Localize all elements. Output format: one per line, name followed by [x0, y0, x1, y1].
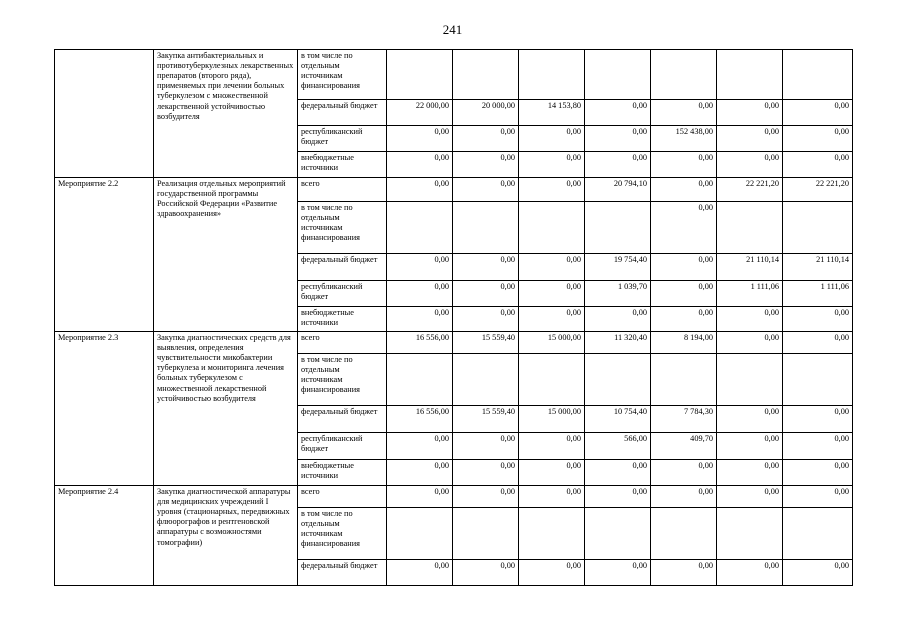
amount-cell: 0,00 — [387, 178, 453, 202]
amount-cell: 0,00 — [585, 486, 651, 508]
amount-cell — [783, 50, 853, 100]
budget-table — [54, 49, 853, 586]
amount-cell: 0,00 — [453, 307, 519, 332]
amount-cell: 0,00 — [519, 152, 585, 178]
event-description-cell: Реализация отдельных мероприятий государственной программы Российской Федерации «Развитие здравоохранения» — [154, 178, 298, 332]
amount-cell: 0,00 — [519, 126, 585, 152]
amount-cell — [651, 508, 717, 560]
amount-cell: 1 111,06 — [783, 281, 853, 307]
funding-source-cell: в том числе по отдельным источникам финансирования — [298, 202, 387, 254]
amount-cell: 0,00 — [651, 100, 717, 126]
amount-cell: 0,00 — [453, 152, 519, 178]
amount-cell: 1 039,70 — [585, 281, 651, 307]
amount-cell — [519, 202, 585, 254]
funding-source-cell: внебюджетные источники — [298, 152, 387, 178]
amount-cell: 0,00 — [585, 560, 651, 586]
amount-cell: 0,00 — [651, 152, 717, 178]
amount-cell: 16 556,00 — [387, 332, 453, 354]
amount-cell: 0,00 — [453, 460, 519, 486]
amount-cell: 8 194,00 — [651, 332, 717, 354]
amount-cell: 0,00 — [717, 307, 783, 332]
funding-source-cell: республиканский бюджет — [298, 433, 387, 460]
event-name-cell: Мероприятие 2.2 — [55, 178, 154, 332]
amount-cell: 22 000,00 — [387, 100, 453, 126]
amount-cell: 0,00 — [717, 560, 783, 586]
amount-cell — [651, 354, 717, 406]
amount-cell: 10 754,40 — [585, 406, 651, 433]
amount-cell: 0,00 — [519, 281, 585, 307]
amount-cell — [519, 50, 585, 100]
amount-cell: 19 754,40 — [585, 254, 651, 281]
amount-cell: 0,00 — [783, 152, 853, 178]
table-row — [55, 332, 853, 354]
amount-cell: 0,00 — [717, 433, 783, 460]
amount-cell: 0,00 — [651, 178, 717, 202]
amount-cell: 0,00 — [651, 281, 717, 307]
amount-cell — [783, 202, 853, 254]
amount-cell: 0,00 — [783, 486, 853, 508]
event-description-cell: Закупка диагностической аппаратуры для медицинских учреждений I уровня (стационарных, передвижных флюорографов и рентгеновской аппаратуры с возможностями томографии) — [154, 486, 298, 586]
amount-cell: 152 438,00 — [651, 126, 717, 152]
amount-cell: 0,00 — [519, 254, 585, 281]
amount-cell: 0,00 — [717, 126, 783, 152]
amount-cell: 0,00 — [519, 307, 585, 332]
amount-cell: 0,00 — [585, 126, 651, 152]
amount-cell: 0,00 — [585, 460, 651, 486]
amount-cell: 0,00 — [585, 307, 651, 332]
funding-source-cell: федеральный бюджет — [298, 560, 387, 586]
amount-cell: 0,00 — [387, 152, 453, 178]
amount-cell: 0,00 — [717, 486, 783, 508]
amount-cell: 0,00 — [783, 100, 853, 126]
amount-cell: 21 110,14 — [717, 254, 783, 281]
amount-cell: 0,00 — [717, 406, 783, 433]
amount-cell: 0,00 — [783, 406, 853, 433]
amount-cell: 566,00 — [585, 433, 651, 460]
amount-cell: 16 556,00 — [387, 406, 453, 433]
amount-cell — [585, 508, 651, 560]
amount-cell — [453, 202, 519, 254]
table-body — [55, 50, 853, 586]
amount-cell: 0,00 — [651, 202, 717, 254]
amount-cell: 0,00 — [651, 560, 717, 586]
amount-cell — [453, 354, 519, 406]
amount-cell: 0,00 — [387, 560, 453, 586]
amount-cell — [717, 354, 783, 406]
amount-cell: 409,70 — [651, 433, 717, 460]
amount-cell: 0,00 — [519, 460, 585, 486]
funding-source-cell: всего — [298, 178, 387, 202]
funding-source-cell: внебюджетные источники — [298, 460, 387, 486]
amount-cell — [717, 50, 783, 100]
amount-cell: 0,00 — [453, 178, 519, 202]
amount-cell — [519, 508, 585, 560]
amount-cell: 15 000,00 — [519, 332, 585, 354]
amount-cell: 0,00 — [783, 126, 853, 152]
amount-cell: 0,00 — [717, 460, 783, 486]
amount-cell: 22 221,20 — [717, 178, 783, 202]
amount-cell: 0,00 — [387, 486, 453, 508]
event-name-cell: Мероприятие 2.4 — [55, 486, 154, 586]
event-description-cell: Закупка диагностических средств для выявления, определения чувствительности микобактерии туберкулеза и мониторинга лечения больных туберкулезом с множественной лекарственной устойчивостью возбудителя — [154, 332, 298, 486]
funding-source-cell: всего — [298, 332, 387, 354]
amount-cell: 0,00 — [519, 486, 585, 508]
funding-source-cell: в том числе по отдельным источникам финансирования — [298, 508, 387, 560]
amount-cell: 0,00 — [387, 460, 453, 486]
amount-cell: 22 221,20 — [783, 178, 853, 202]
amount-cell: 0,00 — [387, 433, 453, 460]
table-row — [55, 50, 853, 100]
amount-cell: 14 153,80 — [519, 100, 585, 126]
amount-cell: 15 559,40 — [453, 332, 519, 354]
amount-cell: 0,00 — [453, 433, 519, 460]
amount-cell — [519, 354, 585, 406]
amount-cell: 21 110,14 — [783, 254, 853, 281]
amount-cell — [453, 50, 519, 100]
funding-source-cell: в том числе по отдельным источникам финансирования — [298, 50, 387, 100]
funding-source-cell: федеральный бюджет — [298, 406, 387, 433]
amount-cell — [651, 50, 717, 100]
event-name-cell: Мероприятие 2.3 — [55, 332, 154, 486]
amount-cell — [387, 508, 453, 560]
amount-cell: 0,00 — [717, 152, 783, 178]
amount-cell: 0,00 — [783, 332, 853, 354]
amount-cell: 0,00 — [519, 178, 585, 202]
amount-cell — [585, 50, 651, 100]
amount-cell — [585, 202, 651, 254]
amount-cell: 20 000,00 — [453, 100, 519, 126]
event-description-cell: Закупка антибактериальных и противотуберкулезных лекарственных препаратов (второго ряда), применяемых при лечении больных туберкулезом с множественной лекарственной устойчивостью возбудителя — [154, 50, 298, 178]
amount-cell — [387, 202, 453, 254]
amount-cell: 0,00 — [717, 332, 783, 354]
event-name-cell — [55, 50, 154, 178]
funding-source-cell: республиканский бюджет — [298, 281, 387, 307]
amount-cell — [783, 508, 853, 560]
amount-cell: 1 111,06 — [717, 281, 783, 307]
funding-source-cell: федеральный бюджет — [298, 254, 387, 281]
amount-cell: 0,00 — [651, 460, 717, 486]
amount-cell — [387, 354, 453, 406]
amount-cell: 0,00 — [519, 433, 585, 460]
amount-cell: 7 784,30 — [651, 406, 717, 433]
amount-cell — [387, 50, 453, 100]
amount-cell — [453, 508, 519, 560]
amount-cell: 15 000,00 — [519, 406, 585, 433]
amount-cell: 0,00 — [651, 307, 717, 332]
amount-cell: 0,00 — [387, 254, 453, 281]
amount-cell: 0,00 — [717, 100, 783, 126]
amount-cell: 20 794,10 — [585, 178, 651, 202]
amount-cell: 0,00 — [585, 152, 651, 178]
amount-cell: 0,00 — [519, 560, 585, 586]
amount-cell — [717, 508, 783, 560]
funding-source-cell: республиканский бюджет — [298, 126, 387, 152]
table-row — [55, 178, 853, 202]
amount-cell: 11 320,40 — [585, 332, 651, 354]
table-row — [55, 486, 853, 508]
amount-cell — [783, 354, 853, 406]
funding-source-cell: федеральный бюджет — [298, 100, 387, 126]
amount-cell: 0,00 — [783, 460, 853, 486]
amount-cell: 0,00 — [387, 281, 453, 307]
amount-cell: 0,00 — [453, 254, 519, 281]
funding-source-cell: в том числе по отдельным источникам финансирования — [298, 354, 387, 406]
amount-cell: 0,00 — [387, 307, 453, 332]
amount-cell — [585, 354, 651, 406]
amount-cell: 0,00 — [453, 281, 519, 307]
amount-cell: 0,00 — [453, 560, 519, 586]
amount-cell: 0,00 — [453, 126, 519, 152]
amount-cell: 15 559,40 — [453, 406, 519, 433]
amount-cell: 0,00 — [453, 486, 519, 508]
amount-cell — [717, 202, 783, 254]
funding-source-cell: всего — [298, 486, 387, 508]
amount-cell: 0,00 — [783, 433, 853, 460]
amount-cell: 0,00 — [651, 254, 717, 281]
amount-cell: 0,00 — [387, 126, 453, 152]
amount-cell: 0,00 — [585, 100, 651, 126]
amount-cell: 0,00 — [783, 560, 853, 586]
funding-source-cell: внебюджетные источники — [298, 307, 387, 332]
amount-cell: 0,00 — [783, 307, 853, 332]
page-number: 241 — [442, 22, 463, 37]
amount-cell: 0,00 — [651, 486, 717, 508]
